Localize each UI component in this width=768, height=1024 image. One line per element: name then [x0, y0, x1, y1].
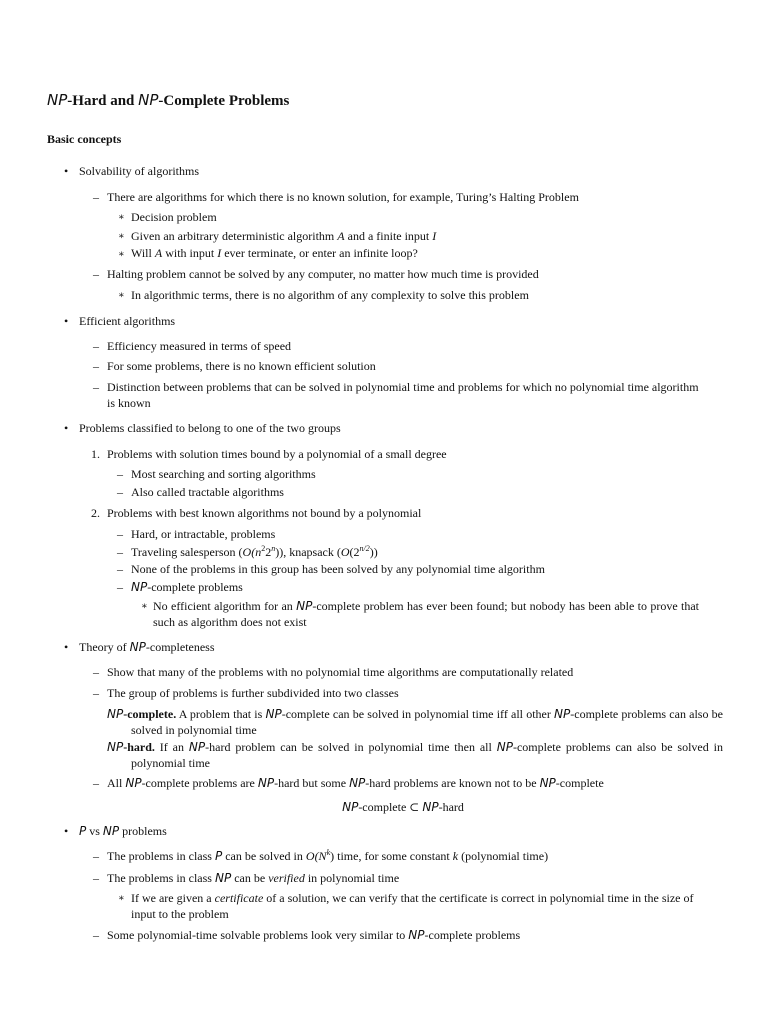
sub-item: Halting problem cannot be solved by any computer, no matter how much time is provided [107, 267, 539, 281]
display-formula: NP-complete ⊂ NP-hard [342, 800, 464, 814]
bullet-item: Solvability of algorithms [79, 164, 199, 178]
subsub-item: Decision problem [131, 210, 217, 224]
np-symbol: NP [342, 800, 359, 814]
dash-icon: – [93, 928, 99, 942]
dash-icon: – [117, 467, 123, 481]
bullet-item: Problems classified to belong to one of the two groups [79, 421, 341, 435]
p-symbol: P [79, 824, 87, 838]
section-heading: Basic concepts [47, 132, 122, 146]
sub-item: None of the problems in this group has been solved by any polynomial time algorithm [131, 562, 545, 576]
asterisk-icon: ∗ [118, 212, 125, 223]
asterisk-icon: ∗ [118, 290, 125, 301]
np-symbol: NP [554, 707, 571, 721]
sub-item: Show that many of the problems with no polynomial time algorithms are computationally related [107, 665, 574, 679]
sub-item: Some polynomial-time solvable problems look very similar to NP-complete problems [107, 928, 521, 942]
sub-item: Also called tractable algorithms [131, 485, 284, 499]
dash-icon: – [93, 849, 99, 863]
sub-item: Traveling salesperson $(O(n^22^n))$, knapsack $(O(2^{n/2}))$ [131, 544, 378, 559]
subsub-item: Will A with input I ever terminate, or enter an infinite loop? [131, 246, 418, 260]
dash-icon: – [93, 871, 99, 885]
sub-item: Efficiency measured in terms of speed [107, 339, 292, 353]
list-number: 2. [91, 506, 100, 520]
subsub-item: If we are given a certificate of a solution, we can verify that the certificate is correct in polynomial time in the size of input to the problem [131, 891, 694, 921]
sub-item: The group of problems is further subdivided into two classes [107, 686, 399, 700]
np-symbol: NP [265, 707, 282, 721]
np-symbol: NP [214, 871, 232, 885]
np-symbol: NP [125, 776, 142, 790]
definition-np-complete: NP-complete. A problem that is NP-complete can be solved in polynomial time iff all other NP-complete problems can also be solved in polynomial time [107, 707, 723, 737]
sub-item: The problems in class NP can be verified in polynomial time [107, 871, 400, 885]
bullet-item: P vs NP problems [79, 824, 167, 838]
asterisk-icon: ∗ [118, 249, 125, 260]
bullet-icon: • [64, 640, 69, 654]
subset-symbol: ⊂ [409, 800, 420, 814]
sub-item: The problems in class P can be solved in $O(N^k)$ time, for some constant k (polynomial time) [107, 848, 549, 863]
dash-icon: – [117, 485, 123, 499]
sub-item: For some problems, there is no known efficient solution [107, 359, 376, 373]
sub-item: NP-complete problems [131, 580, 243, 594]
dash-icon: – [93, 776, 99, 790]
np-symbol: NP [129, 640, 146, 654]
numbered-item: Problems with solution times bound by a polynomial of a small degree [107, 447, 447, 461]
dash-icon: – [117, 562, 123, 576]
dash-icon: – [93, 267, 99, 281]
dash-icon: – [117, 527, 123, 541]
np-symbol: NP [131, 580, 148, 594]
dash-icon: – [93, 686, 99, 700]
np-symbol: NP [188, 740, 206, 754]
bullet-icon: • [64, 824, 69, 838]
page-title: NP-Hard and NP-Complete Problems [47, 91, 290, 109]
subsub-item: Given an arbitrary deterministic algorithm A and a finite input I [131, 229, 437, 243]
definition-np-hard: NP-hard. If an NP-hard problem can be solved in polynomial time then all NP-complete problems can also be solved in polynomial time [107, 740, 723, 770]
dash-icon: – [93, 359, 99, 373]
dash-icon: – [93, 190, 99, 204]
dash-icon: – [93, 339, 99, 353]
bullet-item: Efficient algorithms [79, 314, 176, 328]
np-symbol: NP [349, 776, 366, 790]
dash-icon: – [117, 580, 123, 594]
np-symbol: NP [138, 91, 159, 109]
np-symbol: NP [107, 740, 124, 754]
np-symbol: NP [257, 776, 275, 790]
subsub-item: No efficient algorithm for an NP-complete problem has ever been found; but nobody has been able to prove that such as algorithm does not exist [153, 599, 699, 629]
asterisk-icon: ∗ [118, 231, 125, 242]
sub-item: There are algorithms for which there is no known solution, for example, Turing’s Halting Problem [107, 190, 579, 204]
bullet-item: Theory of NP-completeness [79, 640, 215, 654]
bullet-icon: • [64, 314, 69, 328]
dash-icon: – [93, 380, 99, 394]
np-symbol: NP [107, 707, 124, 721]
subsub-item: In algorithmic terms, there is no algorithm of any complexity to solve this problem [131, 288, 529, 302]
sub-item: Most searching and sorting algorithms [131, 467, 316, 481]
np-symbol: NP [102, 824, 120, 838]
np-symbol: NP [422, 800, 439, 814]
asterisk-icon: ∗ [141, 601, 148, 612]
np-symbol: NP [296, 599, 313, 613]
asterisk-icon: ∗ [118, 893, 125, 904]
sub-item: Hard, or intractable, problems [131, 527, 276, 541]
np-symbol: NP [496, 740, 513, 754]
np-symbol: NP [47, 91, 68, 109]
dash-icon: – [117, 545, 123, 559]
p-symbol: P [214, 849, 223, 863]
numbered-item: Problems with best known algorithms not bound by a polynomial [107, 506, 422, 520]
sub-item: All NP-complete problems are NP-hard but some NP-hard problems are known not to be NP-complete [107, 776, 604, 790]
bullet-icon: • [64, 164, 69, 178]
sub-item: Distinction between problems that can be solved in polynomial time and problems for which no polynomial time algorithm is known [107, 380, 699, 410]
np-symbol: NP [408, 928, 425, 942]
bullet-icon: • [64, 421, 69, 435]
list-number: 1. [91, 447, 100, 461]
dash-icon: – [93, 665, 99, 679]
np-symbol: NP [539, 776, 556, 790]
